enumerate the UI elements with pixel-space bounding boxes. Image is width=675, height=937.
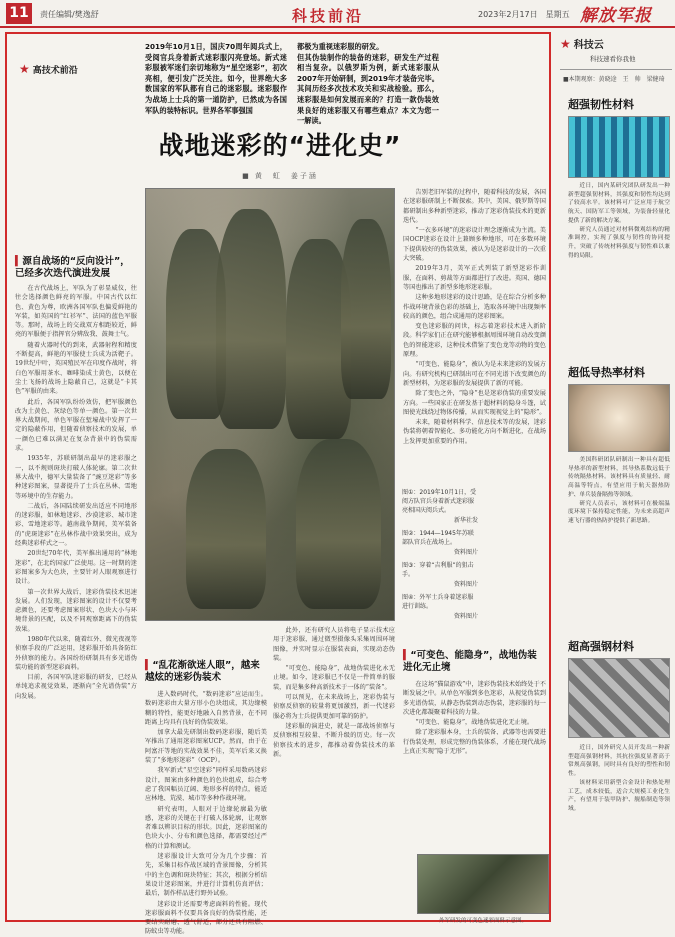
paragraph: 1935年，苏联研制出最早的迷彩服之一，以不规则斑块打破人体轮廓。第二次世界大战中，德军大量装备了“豌豆迷彩”等多种迷彩图案，显著提升了士兵在丛林、雪地等环境中的生存能力。 [15, 455, 137, 500]
editor-credit: 责任编辑/樊逸舒 [40, 10, 99, 19]
section-title: 科技前沿 [292, 7, 365, 25]
article-column-3 [273, 626, 395, 918]
steel-material-image [568, 658, 670, 738]
paragraph: 美国科研团队研制出一种具有超低导热率的新型材料，其导热系数远低于传统隔热材料。该材料具有质量轻、耐高温等特点，有望应用于航天器热防护、单兵装备隔热等领域。 [568, 457, 670, 498]
paragraph: 可以预见，在未来战场上，迷彩伪装与侦察反侦察的较量将更加激烈，新一代迷彩服必将为士兵提供更加可靠的防护。 [273, 694, 395, 720]
star-icon: ★ [560, 37, 571, 51]
paragraph: 此后，各国军队纷纷效仿，把军服颜色改为土黄色、灰绿色等单一颜色。第一次世界大战期间，单色军服在堑壕战中发挥了一定的隐蔽作用，但随着侦察技术的发展，单一颜色已难以满足在复杂背景中的伪装需求。 [15, 398, 137, 453]
paragraph: “可变色、能隐身”，战地伪装进化永无止境。如今，迷彩服已不仅是一件简单的服装，而是集多种高新技术于一体的“装备”。 [273, 665, 395, 691]
paragraph: 在这场“猫鼠游戏”中，迷彩伪装技术始终处于不断发展之中。从单色军服到多色迷彩，从视觉伪装到多光谱伪装，从静态伪装到动态伪装，迷彩服的每一次进化都凝聚着科技的力量。 [403, 681, 546, 716]
paragraph: 我军新式“星空迷彩”同样采用数码迷彩设计，图案由多种颜色的色块组成，综合考虑了我国幅员辽阔、地形多样的特点，能适应林地、荒漠、城市等多种作战环境。 [145, 767, 267, 803]
subhead-3: ▍“可变色、能隐身”，战地伪装进化无止境 [403, 650, 537, 673]
paragraph: 迷彩设计还需要考虑面料的性能。现代迷彩服面料不仅要具备良好的伪装性能，还要结实耐磨、透气舒适，部分还具有阻燃、防蚊虫等功能。 [145, 900, 267, 936]
sidebar-item-title-2: 超低导热率材料 [568, 366, 645, 379]
paragraph: 二战后，各国陆续研发出适应不同地形的迷彩服，如林地迷彩、沙漠迷彩、城市迷彩、雪地迷彩等。越南战争期间，美军装备的“虎斑迷彩”在丛林作战中效果突出，成为经典迷彩样式之一。 [15, 502, 137, 548]
article-column-5 [403, 626, 546, 852]
sidebar-item-text-1 [568, 182, 670, 352]
thermal-material-image [568, 384, 670, 452]
paragraph: 20世纪70年代，美军推出通用的“林地迷彩”，在北约国家广泛使用。这一时期的迷彩图案多为大色块，主要针对人眼观察进行设计。 [15, 550, 137, 586]
subhead-2: ▍“乱花渐欲迷人眼”，越来越炫的迷彩伪装术 [145, 660, 260, 683]
column-3-text [273, 626, 395, 759]
bottom-figure-caption: 外军研发的可变色迷彩面料示意图。 [438, 918, 527, 924]
star-icon: ★ [19, 62, 30, 76]
article-title: 战地迷彩的“进化史” [158, 131, 402, 160]
paragraph: 在古代战场上，军队为了彰显威仪，往往会选择颜色鲜亮的军服。中国古代以红色、黄色为尊，欧洲各国军队也偏爱鲜艳的军装，如英国的“红衫军”、法国的蓝色军服等。那时，战场上的交战双方相距较近，鲜亮的军服便于指挥官分辨敌我、鼓舞士气。 [15, 285, 137, 339]
column-2-text [145, 690, 267, 937]
byline: ■ 黄 虹 姜子涵 [242, 172, 318, 180]
lead-right: 都极为重视迷彩服的研发。 但其伪装制作的装备的迷彩，研发生产过程相当复杂。以俄罗斯为例，新式迷彩服从2007年开始研制，到2019年才装备完毕。其间历经多次技术攻关和实战检验。那么，迷彩服是如何发展而来的？打造一款伪装效果良好的迷彩服又有哪些难点？本文为您一一解读。 [297, 42, 439, 126]
paragraph: 研究表明，人眼对于边缘轮廓最为敏感，迷彩的关键在于打破人体轮廓，让观察者难以辨识目标的形状。因此，迷彩图案的色块大小、分布和颜色选择，都需要经过严格的计算和测试。 [145, 805, 267, 850]
page-header [0, 0, 675, 28]
sidebar-heading: ★ 科技云 [560, 37, 604, 51]
toughness-material-image [568, 116, 670, 178]
sidebar-item-text-3 [568, 744, 670, 916]
paragraph: 迷彩服设计大致可分为几个步骤：首先，采集目标作战区域的背景图像，分析其中的主色调和斑块特征；其次，根据分析结果设计迷彩图案，并进行计算机仿真评估；最后，制作样品进行野外试验。 [145, 853, 267, 898]
lead-paragraph [145, 42, 441, 126]
page-number: 11 [6, 3, 32, 24]
paragraph: 这种多地形迷彩的设计思路，是在综合分析多种作战环境背景色彩的基础上，选取各环境中出现频率较高的颜色，组合成通用的迷彩图案。 [403, 294, 546, 320]
paragraph: 进入数码时代，“数码迷彩”应运而生。数码迷彩由大量方形小色块组成，其边缘模糊的特性，能更好地融入自然背景，在不同距离上均具有良好的伪装效果。 [145, 691, 267, 726]
paragraph: 研究人员表示，该材料可在极端温度环境下保持稳定性能，为未来高超声速飞行器的热防护提供了新思路。 [568, 500, 670, 524]
photo-credit: 资料图片 [453, 613, 478, 620]
column-4-text [403, 188, 546, 446]
paragraph: 近日，国外研究人员开发出一种新型超高强钢材料，其抗拉强度显著高于常规高强钢，同时具有良好的塑性和韧性。 [568, 745, 670, 778]
issue-date: 2023年2月17日 星期五 [478, 10, 570, 19]
photo-caption-item: 图②：1944—1945年苏联部队官兵在战场上。 [402, 530, 474, 546]
article-column-1 [15, 256, 137, 918]
photo-captions [402, 488, 478, 625]
paragraph: 加拿大最先研制出数码迷彩服，随后美军推出了通用迷彩图案UCP。然而，由于在阿富汗等地的实战效果不佳，美军后来又换装了“多地形迷彩”（OCP）。 [145, 729, 267, 765]
paragraph: “可变色、能隐身”，战地伪装进化无止境。 [415, 719, 534, 727]
photo-credit: 资料图片 [453, 581, 478, 588]
paragraph: 第一次世界大战后，迷彩伪装技术迅速发展。人们发现，迷彩图案的设计不仅要考虑颜色，还要考虑图案形状、色块大小与环境背景的匹配，以及不同观察距离下的伪装效果。 [15, 588, 137, 633]
paragraph: 告别老旧军装的过程中，随着科技的发展，各国在迷彩服研制上不断探索。其中，美国、俄罗斯等国都研制出多种新型迷彩，推动了迷彩伪装技术的更新迭代。 [403, 189, 546, 224]
paragraph: “可变色、能隐身”，被认为是未来迷彩的发展方向。有研究机构已研制出可在不同光谱下改变颜色的新型材料，为迷彩服的发展提供了新的可能。 [403, 361, 546, 387]
paragraph: 除了迷彩服本身，士兵的装备、武器等也需要进行伪装处理，形成完整的伪装体系，才能在现代战场上真正实现“隐于无形”。 [403, 729, 546, 756]
sidebar-item-title-1: 超强韧性材料 [568, 98, 634, 111]
paragraph: 目前，各国军队迷彩服的研发，已经从单纯追求视觉效果，逐渐向“全光谱伪装”方向发展。 [15, 674, 137, 700]
photo-caption-item: 图①：2019年10月1日，受阅方队官兵身着新式迷彩服亮相国庆阅兵式。 [402, 489, 477, 514]
main-photo [145, 188, 395, 621]
divider [560, 69, 672, 70]
lead-left: 2019年10月1日，国庆70周年阅兵式上，受阅官兵身着新式迷彩服闪亮登场。新式迷彩服被军迷们亲切地称为“星空迷彩”，初次亮相，便引发广泛关注。如今，世界绝大多数国家的军队都有自己的迷彩服。迷彩服作为战场上士兵的第一道防护，已然成为各国军队的装特标识。世界各军事强国 [145, 42, 287, 115]
masthead-logo: 解放军报 [580, 6, 652, 26]
paragraph: “一衣多环境”的迷彩设计理念逐渐成为主流。美国OCP迷彩在设计上兼顾多种地形，可在多数环境下提供较好的伪装效果，被认为是迷彩设计的一次重大突破。 [403, 227, 546, 263]
column-tag: ★ 高技术前沿 [19, 62, 78, 76]
column-1-text [15, 284, 137, 701]
paragraph: 此外，还有研究人员将电子显示技术应用于迷彩服，通过微型摄像头采集周围环境图像，并实时显示在服装表面，实现动态伪装。 [273, 627, 395, 662]
photo-credit: 资料图片 [453, 549, 478, 556]
paragraph: 变色迷彩服的问世，标志着迷彩技术进入新阶段。科学家们正在研究能够根据周围环境自动改变颜色的智能迷彩，这种技术借鉴了变色龙等动物的变色原理。 [403, 323, 546, 359]
column-5-text [403, 680, 546, 756]
main-article-frame [5, 32, 551, 936]
paragraph: 随着火器时代的到来，武器射程和精度不断提高，鲜艳的军服使士兵成为活靶子。19世纪中叶，英国殖民军在印度作战时，将白色军服用茶水、咖啡染成土黄色，以便在尘土飞扬的战场上隐蔽自己，这就是“卡其色”军服的由来。 [15, 341, 137, 396]
photo-caption-item: 图③：穿着“吉利服”的狙击手。 [402, 562, 474, 578]
paragraph: 近日，国内某研究团队研发出一种新型超强韧材料，其强度和韧性均达到了较高水平。该材料可广泛应用于航空航天、国防军工等领域，为装备轻量化提供了新的解决方案。 [568, 183, 670, 224]
subhead-1: ▍源自战场的“反向设计”，已经多次迭代演进发展 [15, 256, 130, 279]
paragraph: 1980年代以来，随着红外、微光夜视等侦察手段的广泛运用，迷彩服开始具备防红外侦察的能力。各国纷纷研制具有多光谱伪装功能的新型迷彩面料。 [15, 635, 137, 671]
paragraph: 迷彩服的演进史，就是一部战场侦察与反侦察相互较量、不断升级的历史。每一次侦察技术的进步，都推动着伪装技术的革新。 [273, 722, 395, 758]
sidebar-subtitle: 科技速看你我他 [590, 55, 636, 63]
sidebar-item-title-3: 超高强钢材料 [568, 640, 634, 653]
article-column-4 [403, 188, 546, 488]
sidebar-item-text-2 [568, 456, 670, 626]
paragraph: 该材料采用新型合金设计和热处理工艺，成本较低，适合大规模工业化生产，有望用于装甲防护、舰船制造等领域。 [568, 779, 670, 812]
paragraph: 研究人员通过对材料微观结构的精准调控，实现了强度与韧性的协同提升，突破了传统材料强度与韧性难以兼得的局限。 [568, 226, 670, 259]
article-column-2 [145, 626, 267, 936]
paragraph: 除了变色之外，“隐身”也是迷彩伪装的重要发展方向。一些国家正在研发基于超材料的隐身斗篷，试图使光线绕过物体传播，从而实现视觉上的“隐形”。 [403, 390, 546, 416]
sidebar [560, 32, 672, 922]
paragraph: 未来，随着材料科学、信息技术等的发展，迷彩伪装将朝着智能化、多功能化方向不断进化，在战场上发挥更加重要的作用。 [403, 419, 546, 445]
bottom-figure [417, 854, 549, 914]
paragraph: 2019年3月，美军正式列装了新型迷彩作训服，在面料、剪裁等方面都进行了改进。英国、德国等国也推出了新型多地形迷彩服。 [403, 265, 546, 291]
photo-caption-item: 图④：外军士兵身着迷彩服进行训练。 [402, 594, 474, 610]
sidebar-host: ■本期观察：黄晓途 王 帅 梁健琦 [563, 76, 665, 83]
photo-credit: 新华社发 [453, 517, 478, 524]
